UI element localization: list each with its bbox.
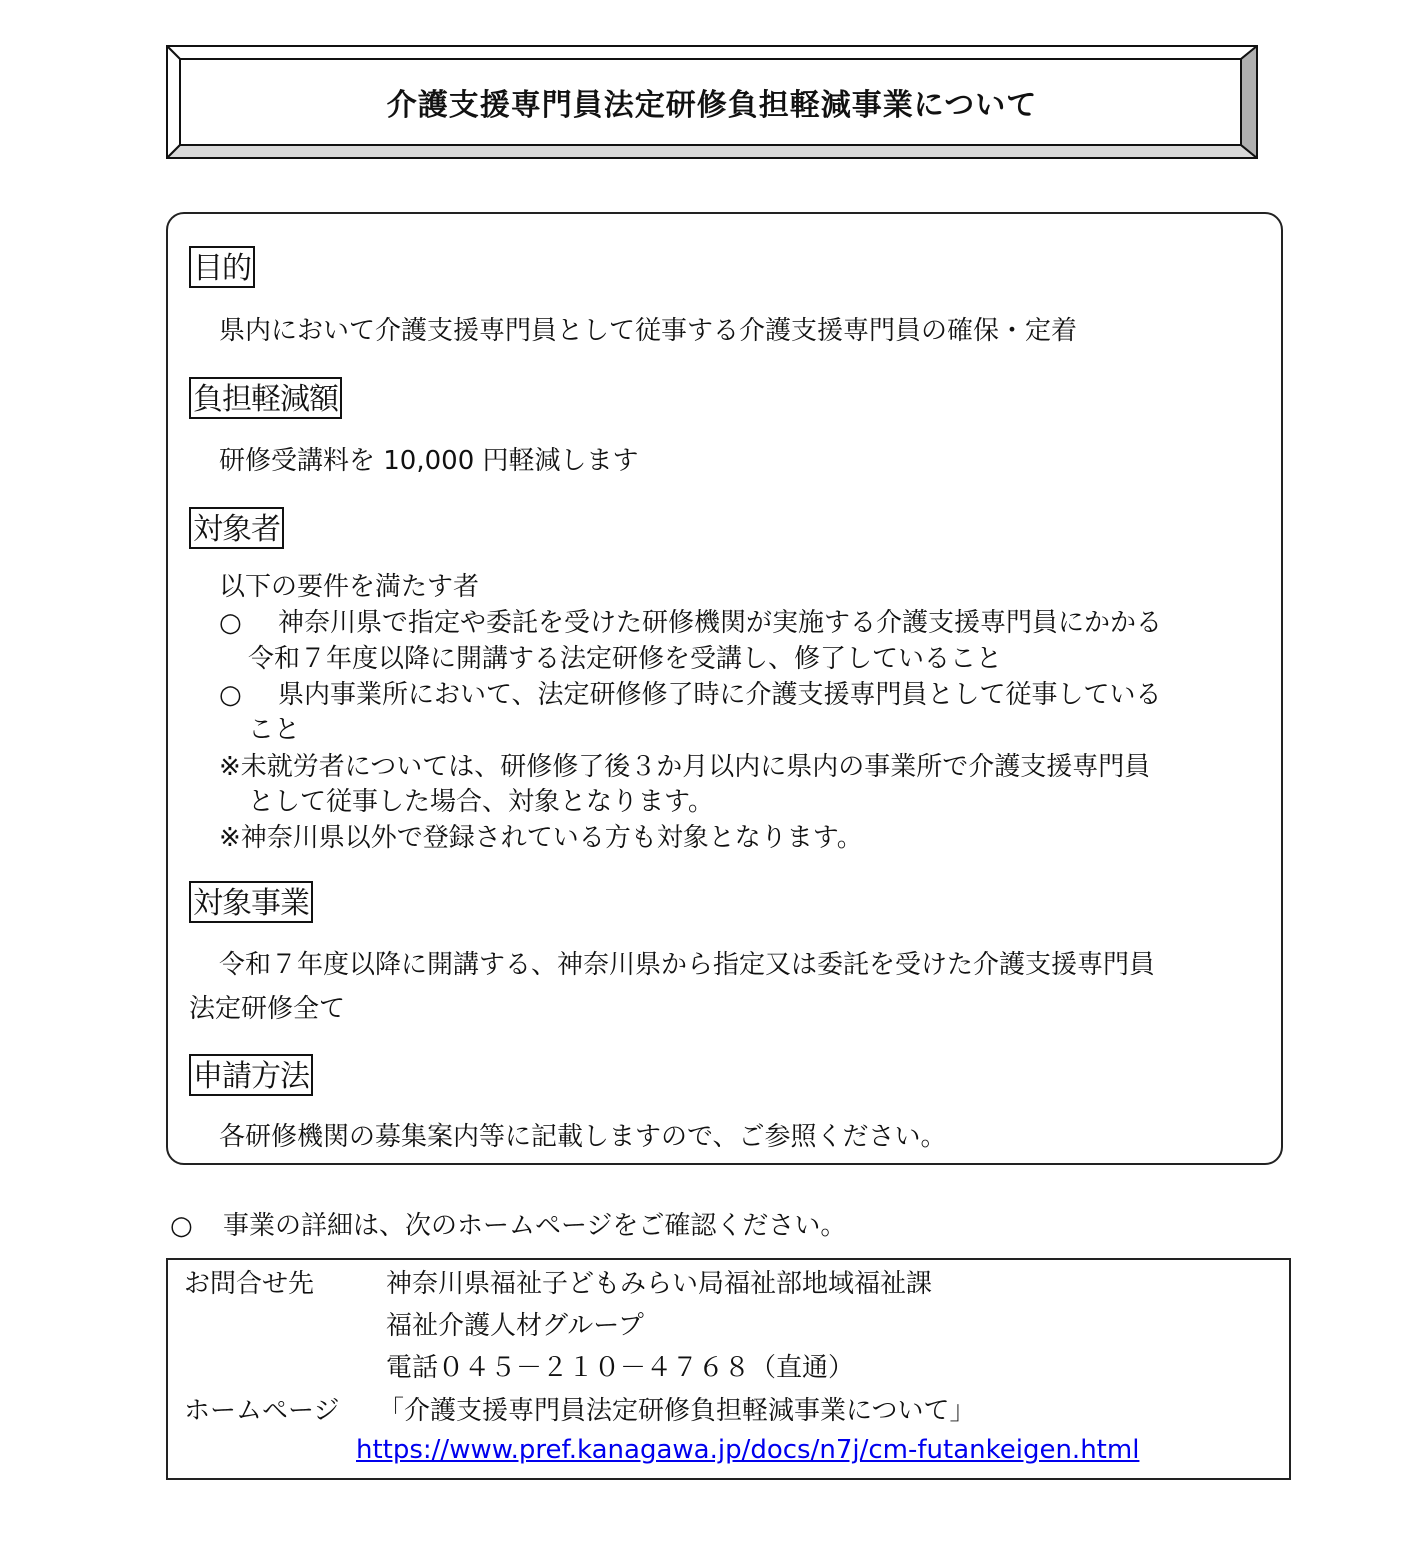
requirement-text: 神奈川県で指定や委託を受けた研修機関が実施する介護支援専門員にかかる xyxy=(278,608,1163,638)
bullet-circle-icon: ○ xyxy=(219,608,242,638)
note-unemployed: ※未就労者については、研修修了後３か月以内に県内の事業所で介護支援専門員 xyxy=(219,752,1151,782)
details-note xyxy=(170,1208,846,1244)
homepage-link[interactable]: https://www.pref.kanagawa.jp/docs/n7j/cm-futankeigen.html xyxy=(356,1435,1140,1465)
bullet-circle-icon: ○ xyxy=(219,680,242,710)
eligible-intro: 以下の要件を満たす者 xyxy=(219,572,480,602)
section-heading-purpose: 目的 xyxy=(189,246,255,288)
main-info-box xyxy=(166,212,1283,1165)
section-heading-reduction-amount: 負担軽減額 xyxy=(189,377,342,419)
section-heading-target-program: 対象事業 xyxy=(189,881,313,923)
contact-box xyxy=(166,1258,1291,1480)
homepage-title: 「介護支援専門員法定研修負担軽減事業について」 xyxy=(378,1396,976,1426)
section-heading-eligible-persons: 対象者 xyxy=(189,507,284,549)
title-banner xyxy=(166,45,1258,159)
bullet-circle-icon: ○ xyxy=(170,1211,193,1241)
requirement-text-cont: こと xyxy=(248,715,301,745)
section-heading-application: 申請方法 xyxy=(189,1054,313,1096)
homepage-label: ホームページ xyxy=(184,1396,340,1426)
note-other-prefecture: ※神奈川県以外で登録されている方も対象となります。 xyxy=(219,823,863,853)
inquiry-department: 神奈川県福祉子どもみらい局福祉部地域福祉課 xyxy=(386,1269,933,1299)
target-program-text-cont: 法定研修全て xyxy=(189,994,346,1024)
reduction-amount-text: 研修受講料を 10,000 円軽減します xyxy=(219,446,639,476)
purpose-text: 県内において介護支援専門員として従事する介護支援専門員の確保・定着 xyxy=(219,316,1078,346)
inquiry-group: 福祉介護人材グループ xyxy=(386,1311,644,1341)
application-text: 各研修機関の募集案内等に記載しますので、ご参照ください。 xyxy=(219,1122,947,1152)
page-title: 介護支援専門員法定研修負担軽減事業について xyxy=(386,88,1038,123)
inquiry-label: お問合せ先 xyxy=(184,1269,315,1299)
requirement-text: 県内事業所において、法定研修修了時に介護支援専門員として従事している xyxy=(278,680,1162,710)
note-unemployed-cont: として従事した場合、対象となります。 xyxy=(248,787,714,817)
inquiry-phone: 電話０４５－２１０－４７６８（直通） xyxy=(386,1353,855,1383)
target-program-text: 令和７年度以降に開講する、神奈川県から指定又は委託を受けた介護支援専門員 xyxy=(219,950,1156,980)
requirement-text-cont: 令和７年度以降に開講する法定研修を受講し、修了していること xyxy=(248,644,1003,674)
details-note-text: 事業の詳細は、次のホームページをご確認ください。 xyxy=(222,1211,847,1241)
